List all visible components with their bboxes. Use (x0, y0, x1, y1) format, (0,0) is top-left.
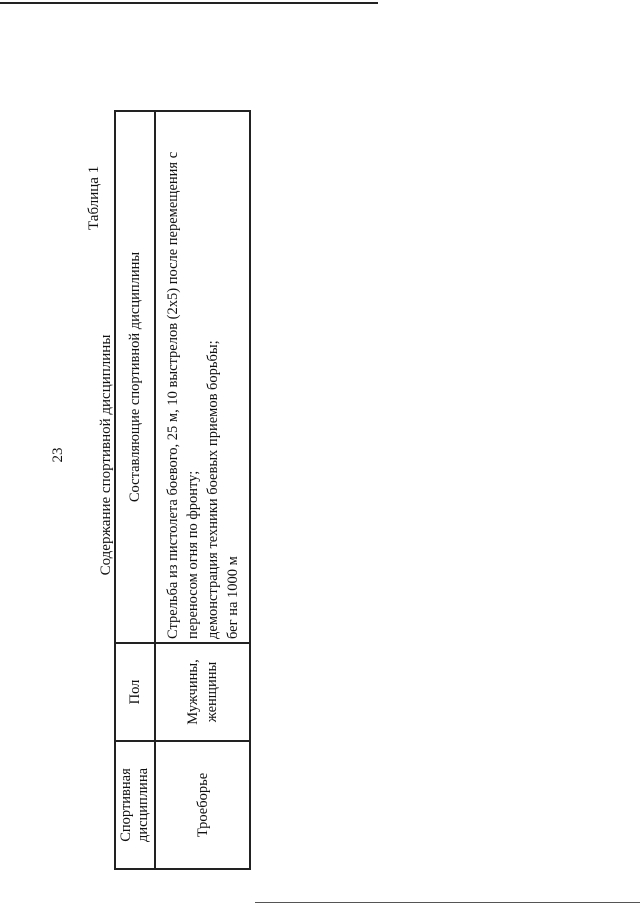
page-number: 23 (50, 447, 66, 463)
component-line: Стрельба из пистолета боевого, 25 м, 10 выстрелов (2х5) после перемещения с (164, 151, 181, 639)
header-components: Составляющие спортивной дисциплины (115, 111, 155, 643)
cell-discipline: Троеборье (155, 741, 250, 869)
header-discipline: Спортивная дисциплина (115, 741, 155, 869)
scan-edge-bottom (255, 902, 640, 903)
component-line: бег на 1000 м (224, 556, 241, 639)
table-label: Таблица 1 (86, 165, 102, 230)
component-line: переносом огня по фронту; (184, 470, 201, 639)
scan-edge-top (0, 2, 378, 4)
cell-components (155, 111, 250, 643)
sex-line: Мужчины, (184, 659, 201, 725)
table-caption: Содержание спортивной дисциплины (98, 334, 114, 576)
table-row (155, 111, 250, 869)
discipline-table (114, 110, 251, 870)
component-line: демонстрация техники боевых приемов борьбы; (204, 340, 221, 639)
sex-line: женщины (203, 661, 220, 723)
table-header-row (115, 111, 155, 869)
cell-sex (155, 643, 250, 741)
rotated-page (50, 90, 610, 870)
header-sex: Пол (115, 643, 155, 741)
